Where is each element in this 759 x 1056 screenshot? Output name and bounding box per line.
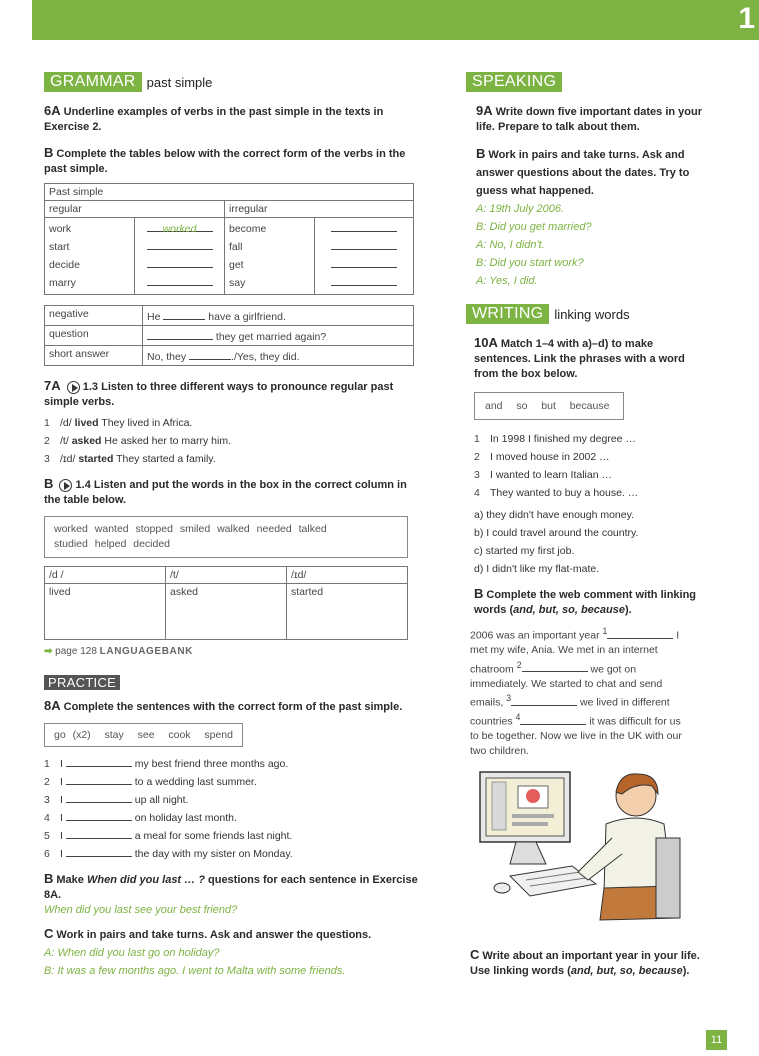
answer-blank[interactable] — [163, 308, 205, 320]
answer-blank[interactable] — [66, 773, 132, 785]
answer-blank[interactable] — [522, 660, 588, 672]
linking-word-box: and so but because — [474, 392, 624, 420]
exercise-10b: B Complete the web comment with linking words (and, but, so, because). — [474, 586, 697, 616]
practice-tag: PRACTICE — [44, 675, 120, 690]
exercise-8b: B Make When did you last … ? questions for each sentence in Exercise 8A. When did you last see your best friend? — [44, 871, 418, 916]
pronunciation-table: /d / /t/ /ɪd/ lived asked started — [44, 566, 408, 640]
past-simple-table — [44, 183, 414, 295]
list-item: 6 I the day with my sister on Monday. — [44, 845, 419, 863]
right-column — [466, 72, 702, 989]
list-item: 3 I up all night. — [44, 791, 419, 809]
list-item: 2 I to a wedding last summer. — [44, 773, 419, 791]
list-item: a) they didn't have enough money. — [474, 509, 635, 521]
dialogue-line: A: 19th July 2006. — [476, 203, 565, 215]
irregular-verbs-cell: become fall get say — [225, 218, 315, 295]
writing-tag: WRITING — [466, 304, 549, 324]
answer-blank[interactable] — [66, 809, 132, 821]
list-item: b) I could travel around the country. — [474, 527, 639, 539]
answer-blank[interactable] — [189, 348, 231, 360]
list-item: 3 /ɪd/ started They started a family. — [44, 453, 216, 465]
speaking-header — [466, 72, 702, 92]
exercise-9b: B Work in pairs and take turns. Ask and answer questions about the dates. Try to guess what happened. A: 19th July 2006. B: Did you get married? A: No, I didn't. B: Did you start work? A: Yes, I did. — [466, 145, 702, 290]
exercise-10a-items — [466, 430, 702, 502]
grammar-subtitle: past simple — [146, 74, 213, 90]
list-item: 2 I moved house in 2002 … — [474, 451, 610, 463]
answer-blank[interactable] — [66, 791, 132, 803]
exercise-10a: 10A Match 1–4 with a)–d) to make sentences. Link the phrases with a word from the box below. — [474, 335, 685, 380]
person-at-computer-illustration — [466, 768, 696, 928]
table-title: Past simple — [45, 184, 414, 201]
speaking-tag: SPEAKING — [466, 72, 562, 92]
language-bank-link[interactable]: ➡ page 128 LANGUAGEBANK — [44, 646, 193, 657]
regular-verbs-cell: work start decide marry — [45, 218, 135, 295]
answer-blank[interactable] — [607, 627, 673, 639]
grammar-tag: GRAMMAR — [44, 72, 142, 92]
web-comment: 2006 was an important year $^1$ I met my wife, Ania. We met in an internet chatroom $^2$ we got on immediately. We started to chat and send emails, $^3$ we lived in different countries $^4$ it was difficult for us to be together. Now we live in the UK with our two children. — [470, 626, 682, 757]
grammar-header — [44, 72, 419, 92]
answer-blank[interactable] — [511, 694, 577, 706]
list-item: 4 I on holiday last month. — [44, 809, 419, 827]
top-banner — [32, 0, 759, 40]
answer-blank[interactable] — [147, 328, 213, 340]
dialogue-line: A: Yes, I did. — [476, 275, 538, 287]
exercise-6b: B Complete the tables below with the correct form of the verbs in the past simple. — [44, 145, 406, 175]
writing-subtitle: linking words — [554, 306, 630, 322]
exercise-7a-items — [44, 414, 419, 468]
regular-header: regular — [45, 201, 225, 218]
answer-blank[interactable] — [520, 713, 586, 725]
forms-table: negative He have a girlfriend. question they get married again? short answer No, they ./Yes, they did. — [44, 305, 414, 366]
list-item: 5 I a meal for some friends last night. — [44, 827, 419, 845]
unit-number: 1 — [738, 2, 755, 35]
example-answer: When did you last see your best friend? — [44, 904, 238, 916]
dialogue-line: A: No, I didn't. — [476, 239, 545, 251]
audio-play-icon[interactable] — [59, 479, 72, 492]
answer-blank[interactable] — [66, 845, 132, 857]
list-item: 1 In 1998 I finished my degree … — [474, 433, 636, 445]
word-box: worked wanted stopped smiled walked needed talked studied helped decided — [44, 516, 408, 558]
list-item: 1 I my best friend three months ago. — [44, 755, 419, 773]
page-number: 11 — [706, 1030, 727, 1050]
answer-blank[interactable] — [147, 238, 213, 250]
list-item: 3 I wanted to learn Italian … — [474, 469, 612, 481]
exercise-8a: 8A Complete the sentences with the correct form of the past simple. — [44, 698, 403, 713]
irregular-header: irregular — [225, 201, 414, 218]
exercise-9a: 9A Write down five important dates in your life. Prepare to talk about them. — [476, 103, 702, 133]
list-item: 2 /t/ asked He asked her to marry him. — [44, 435, 232, 447]
writing-header — [466, 304, 702, 324]
answer-blank[interactable] — [66, 827, 132, 839]
answer-blank[interactable] — [147, 256, 213, 268]
practice-header — [44, 675, 419, 690]
answer-blank[interactable] — [147, 274, 213, 286]
regular-answers-cell — [135, 218, 225, 295]
exercise-10a-options — [466, 506, 702, 578]
exercise-8a-items — [44, 755, 419, 863]
list-item: 1 /d/ lived They lived in Africa. — [44, 417, 193, 429]
answer-blank[interactable] — [331, 238, 397, 250]
list-item: c) started my first job. — [474, 545, 575, 557]
arrow-right-icon: ➡ — [44, 646, 53, 657]
irregular-answers-cell — [315, 218, 414, 295]
answer-blank[interactable] — [331, 274, 397, 286]
dialogue-line: B: It was a few months ago. I went to Malta with some friends. — [44, 965, 346, 977]
answer-blank[interactable] — [66, 755, 132, 767]
exercise-6a: 6A Underline examples of verbs in the past simple in the texts in Exercise 2. — [44, 103, 384, 133]
left-column — [44, 72, 419, 989]
dialogue-line: B: Did you start work? — [476, 257, 584, 269]
exercise-7b: B 1.4 Listen and put the words in the box in the correct column in the table below. — [44, 476, 407, 506]
answer-blank[interactable] — [331, 256, 397, 268]
exercise-7a: 7A 1.3 Listen to three different ways to pronounce regular past simple verbs. — [44, 378, 394, 408]
verb-box: go (x2) stay see cook spend — [44, 723, 243, 747]
answer-blank[interactable]: worked — [147, 220, 213, 232]
list-item: 4 They wanted to buy a house. … — [474, 487, 639, 499]
dialogue-line: B: Did you get married? — [476, 221, 592, 233]
answer-blank[interactable] — [331, 220, 397, 232]
exercise-8c: C Work in pairs and take turns. Ask and answer the questions. A: When did you last go on holiday? B: It was a few months ago. I went to Malta with some friends. — [44, 926, 419, 979]
dialogue-line: A: When did you last go on holiday? — [44, 947, 220, 959]
audio-play-icon[interactable] — [67, 381, 80, 394]
exercise-10c: C Write about an important year in your life. Use linking words (and, but, so, because). — [470, 947, 700, 977]
list-item: d) I didn't like my flat-mate. — [474, 563, 600, 575]
